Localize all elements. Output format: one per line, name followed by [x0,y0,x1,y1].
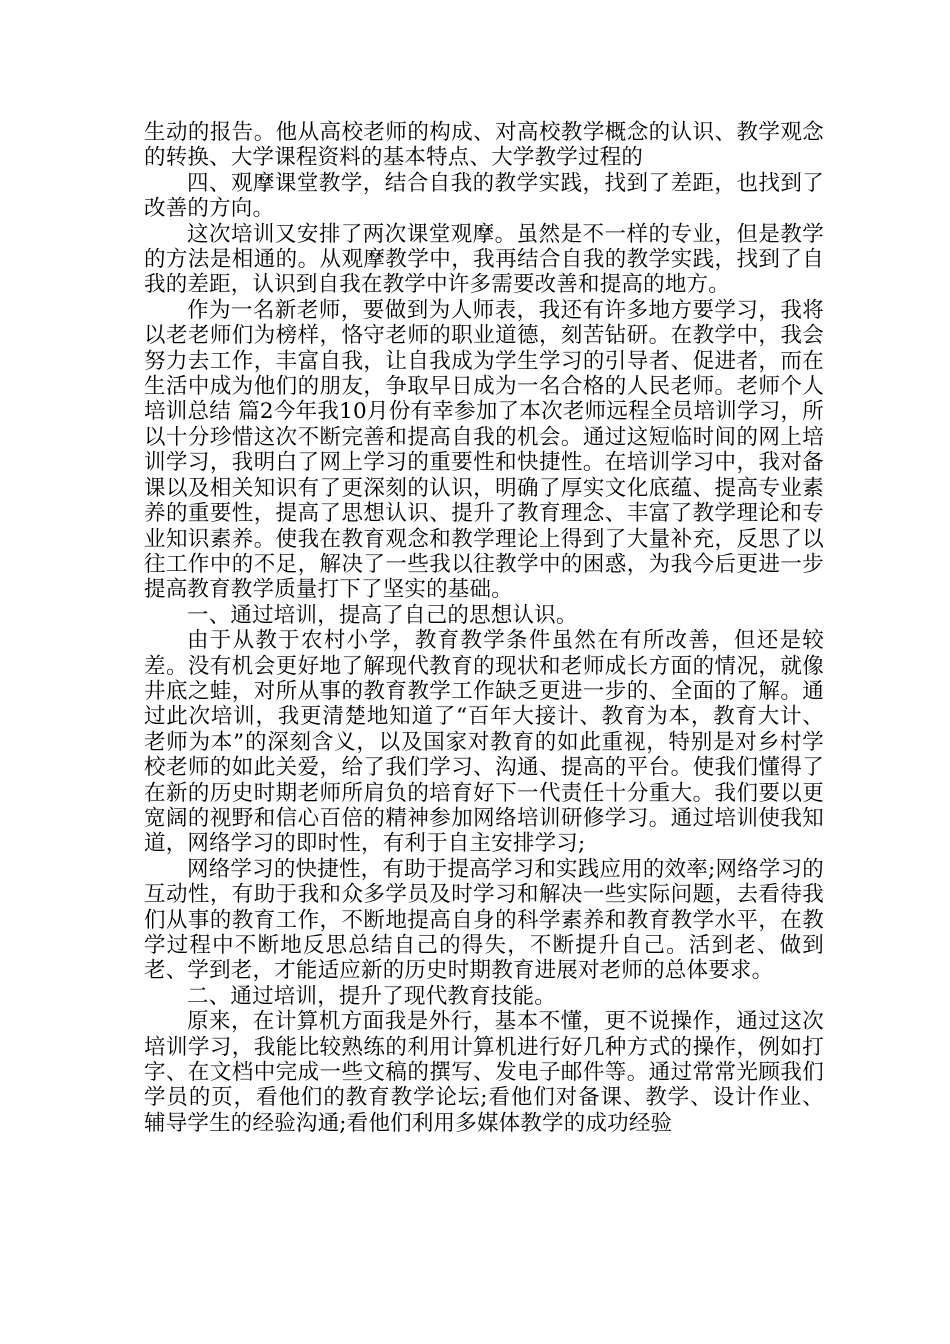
section-heading: 一、通过培训，提高了自己的思想认识。 [187,602,578,628]
paragraph: 网络学习的快捷性，有助于提高学习和实践应用的效率;网络学习的互动性，有助于我和众多学员及时学习和解决一些实际问题，去看待我们从事的教育工作，不断地提高自身的科学素养和教育教学水平，在教学过程中不断地反思总结自己的得失，不断提升自己。活到老、做到老、学到老，才能适应新的历史时期教育进展对老师的总体要求。 [144,856,824,984]
section-heading: 二、通过培训，提升了现代教育技能。 [187,983,556,1009]
paragraph: 生动的报告。他从高校老师的构成、对高校教学概念的认识、教学观念的转换、大学课程资料的基本特点、大学教学过程的 [144,120,824,171]
document-page [144,120,824,1136]
paragraph: 这次培训又安排了两次课堂观摩。虽然是不一样的专业，但是教学的方法是相通的。从观摩教学中，我再结合自我的教学实践，找到了自我的差距，认识到自我在教学中许多需要改善和提高的地方。 [144,221,824,298]
paragraph: 由于从教于农村小学，教育教学条件虽然在有所改善，但还是较差。没有机会更好地了解现代教育的现状和老师成长方面的情况，就像井底之蛙，对所从事的教育教学工作缺乏更进一步的、全面的了解。通过此次培训，我更清楚地知道了“百年大接计、教育为本，教育大计、老师为本”的深刻含义，以及国家对教育的如此重视，特别是对乡村学校老师的如此关爱，给了我们学习、沟通、提高的平台。使我们懂得了在新的历史时期老师所肩负的培育好下一代责任十分重大。我们要以更宽阔的视野和信心百倍的精神参加网络培训研修学习。通过培训使我知道，网络学习的即时性，有利于自主安排学习; [144,628,824,857]
section-heading: 四、观摩课堂教学，结合自我的教学实践，找到了差距，也找到了改善的方向。 [144,170,824,222]
paragraph: 作为一名新老师，要做到为人师表，我还有许多地方要学习，我将以老老师们为榜样，恪守老师的职业道德，刻苦钻研。在教学中，我会努力去工作，丰富自我，让自我成为学生学习的引导者、促进者，而在生活中成为他们的朋友，争取早日成为一名合格的人民老师。老师个人培训总结 篇2今年我10月份有幸参加了本次老师远程全员培训学习，所以十分珍惜这次不断完善和提高自我的机会。通过这短临时间的网上培训学习，我明白了网上学习的重要性和快捷性。在培训学习中，我对备课以及相关知识有了更深刻的认识，明确了厚实文化底蕴、提高专业素养的重要性，提高了思想认识、提升了教育理念、丰富了教学理论和专业知识素养。使我在教育观念和教学理论上得到了大量补充，反思了以往工作中的不足，解决了一些我以往教学中的困惑，为我今后更进一步提高教育教学质量打下了坚实的基础。 [144,297,824,603]
paragraph: 原来，在计算机方面我是外行，基本不懂，更不说操作，通过这次培训学习，我能比较熟练的利用计算机进行好几种方式的操作，例如打字、在文档中完成一些文稿的撰写、发电子邮件等。通过常常光顾我们学员的页，看他们的教育教学论坛;看他们对备课、教学、设计作业、辅导学生的经验沟通;看他们利用多媒体教学的成功经验 [144,1009,824,1136]
